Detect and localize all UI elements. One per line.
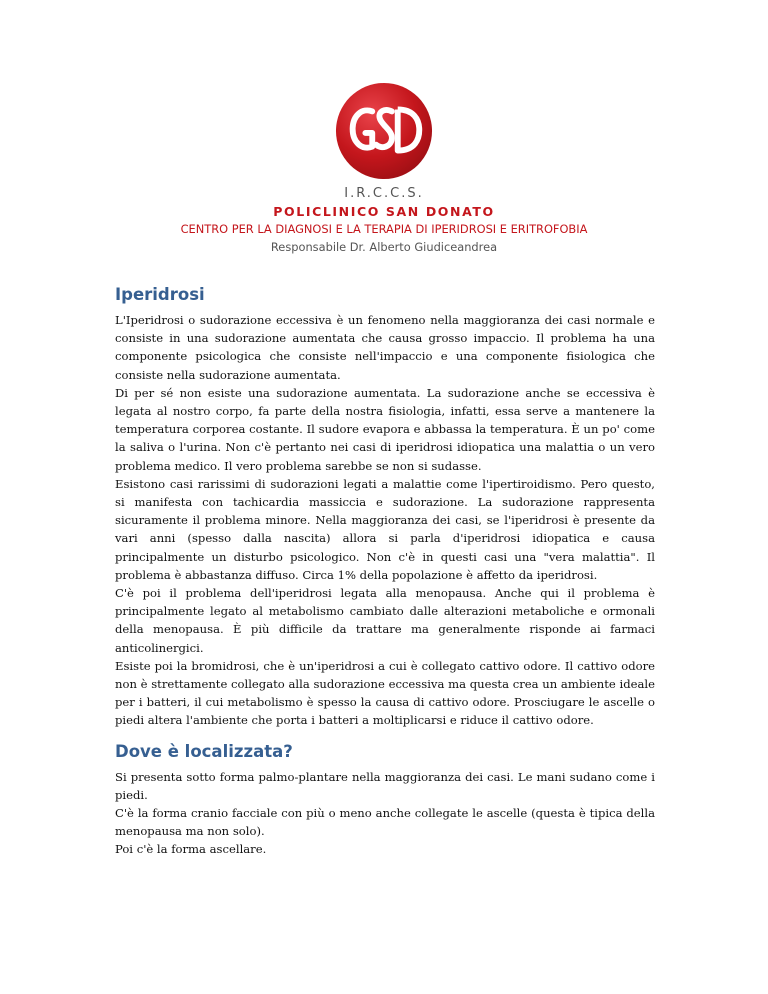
- institute-label: I.R.C.C.S.: [344, 186, 424, 201]
- paragraph: C'è la forma cranio facciale con più o meno anche collegate le ascelle (questa è tipica della menopausa ma non solo).: [115, 806, 655, 839]
- section-heading-localizzazione: Dove è localizzata?: [115, 741, 293, 761]
- paragraph: Poi c'è la forma ascellare.: [115, 842, 267, 857]
- paragraph: Di per sé non esiste una sudorazione aumentata. La sudorazione anche se eccessiva è legata al nostro corpo, fa parte della nostra fisiologia, infatti, essa serve a mantenere la temperatura corporea costante. Il sudore evapora e abbassa la temperatura. È un po' come la saliva o l'urina. Non c'è pertanto nei casi di iperidrosi idiopatica una malattia o un vero problema medico. Il vero problema sarebbe se non si sudasse.: [115, 385, 655, 473]
- center-name: CENTRO PER LA DIAGNOSI E LA TERAPIA DI IPERIDROSI E ERITROFOBIA: [180, 222, 588, 236]
- gsd-logo: [335, 82, 433, 180]
- paragraph: L'Iperidrosi o sudorazione eccessiva è un fenomeno nella maggioranza dei casi normale e consiste in una sudorazione aumentata che causa grosso impaccio. Il problema ha una componente psicologica che consiste nell'impaccio e una componente fisiologica che consiste nella sudorazione aumentata.: [115, 313, 655, 382]
- section-heading-iperidrosi: Iperidrosi: [115, 285, 205, 304]
- paragraph: Esistono casi rarissimi di sudorazioni legati a malattie come l'ipertiroidismo. Pero questo, si manifesta con tachicardia massiccia e sudorazione. La sudorazione rappresenta sicuramente il problema minore. Nella maggioranza dei casi, se l'iperidrosi è presente da vari anni (spesso dalla nascita) allora si parla d'iperidrosi idiopatica e causa principalmente un disturbo psicologico. Non c'è in questi casi una "vera malattia". Il problema è abbastanza diffuso. Circa 1% della popolazione è affetto da iperidrosi.: [115, 476, 655, 582]
- responsible-doctor: Responsabile Dr. Alberto Giudiceandrea: [270, 240, 498, 254]
- paragraph: Si presenta sotto forma palmo-plantare nella maggioranza dei casi. Le mani sudano come i piedi.: [115, 769, 655, 802]
- hospital-name: POLICLINICO SAN DONATO: [273, 204, 495, 219]
- paragraph: Esiste poi la bromidrosi, che è un'iperidrosi a cui è collegato cattivo odore. Il cattivo odore non è strettamente collegato alla sudorazione eccessiva ma questa crea un ambiente ideale per i batteri, il cui metabolismo è spesso la causa di cattivo odore. Prosciugare le ascelle o piedi altera l'ambiente che porta i batteri a moltiplicarsi e riduce il cattivo odore.: [115, 658, 655, 728]
- document-body: [115, 283, 655, 859]
- paragraph: C'è poi il problema dell'iperidrosi legata alla menopausa. Anche qui il problema è principalmente legato al metabolismo cambiato dalle alterazioni metaboliche e ormonali della menopausa. È più difficile da trattare ma generalmente risponde ai farmaci anticolinergici.: [115, 586, 655, 655]
